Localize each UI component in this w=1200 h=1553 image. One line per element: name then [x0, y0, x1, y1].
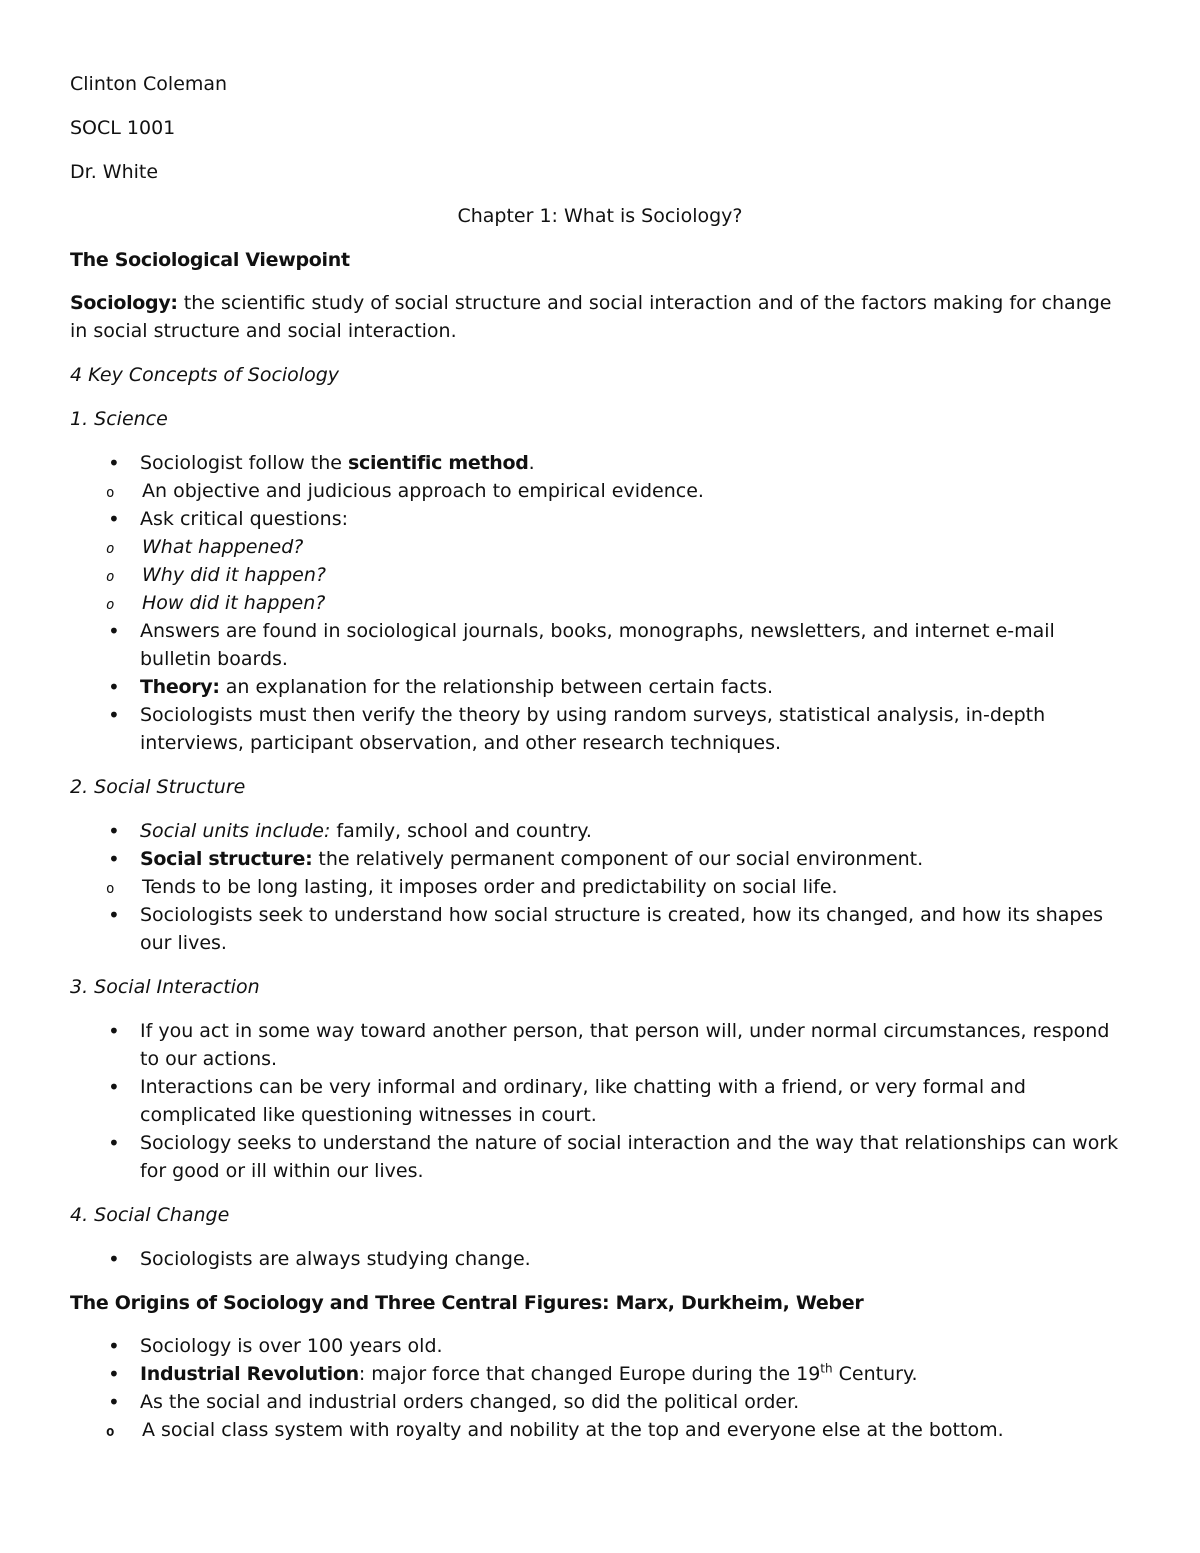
list-item: • Sociology seeks to understand the nature of social interaction and the way that relationships can work for good or ill within our lives. — [70, 1129, 1130, 1185]
concept-heading-social-interaction: 3. Social Interaction — [70, 976, 260, 998]
concept-heading-social-change: 4. Social Change — [70, 1204, 230, 1226]
list-item: • If you act in some way toward another person, that person will, under normal circumstances, respond to our actions. — [70, 1017, 1130, 1073]
origins-bullet-list — [70, 1332, 1130, 1444]
list-item: o What happened? — [70, 533, 1130, 561]
list-item: o An objective and judicious approach to empirical evidence. — [70, 477, 1130, 505]
list-item — [70, 1360, 1130, 1388]
list-item: o How did it happen? — [70, 589, 1130, 617]
interaction-bullet-list — [70, 1017, 1130, 1185]
bullet-text: As the social and industrial orders changed, so did the political order. — [140, 1391, 800, 1413]
list-item: o Why did it happen? — [70, 561, 1130, 589]
bullet-text: : major force that changed Europe during the 19 — [358, 1363, 821, 1385]
sub-bullet-list — [70, 873, 1130, 901]
list-item: • Sociologists seek to understand how social structure is created, how its changed, and how its shapes our lives. — [70, 901, 1130, 957]
list-item: • Answers are found in sociological journals, books, monographs, newsletters, and internet e-mail bulletin boards. — [70, 617, 1130, 673]
concept-heading-social-structure: 2. Social Structure — [70, 776, 246, 798]
bullet-text: an explanation for the relationship between certain facts. — [219, 676, 774, 698]
bullet-italic-text: Social units include: — [140, 820, 331, 842]
bullet-text: Century. — [832, 1363, 918, 1385]
sociology-definition — [70, 289, 1130, 345]
list-item — [70, 1388, 1130, 1444]
course-code: SOCL 1001 — [70, 117, 176, 139]
bullet-text: . — [528, 452, 535, 474]
list-item: • Sociologists are always studying change. — [70, 1245, 1130, 1273]
list-item: • Interactions can be very informal and ordinary, like chatting with a friend, or very formal and complicated like questioning witnesses in court. — [70, 1073, 1130, 1129]
author-name: Clinton Coleman — [70, 73, 228, 95]
section-heading-origins: The Origins of Sociology and Three Central Figures: Marx, Durkheim, Weber — [70, 1292, 864, 1314]
concepts-heading: 4 Key Concepts of Sociology — [70, 364, 339, 386]
bullet-text: the relatively permanent component of our social environment. — [312, 848, 924, 870]
sub-bullet-list — [70, 477, 1130, 505]
list-item — [70, 449, 1130, 505]
bullet-text: Sociologist follow the — [140, 452, 348, 474]
concept-heading-science: 1. Science — [70, 408, 168, 430]
section-heading-sociological-viewpoint: The Sociological Viewpoint — [70, 249, 350, 271]
document-title: Chapter 1: What is Sociology? — [457, 205, 743, 227]
bullet-text: Ask critical questions: — [140, 508, 348, 530]
definition-text: the scientific study of social structure and social interaction and of the factors making for change in social structure and social interaction. — [70, 292, 1112, 342]
scientific-method-term: scientific method — [347, 452, 529, 474]
instructor-name: Dr. White — [70, 161, 159, 183]
bullet-text: family, school and country. — [330, 820, 592, 842]
superscript: th — [820, 1361, 833, 1376]
list-item: • Sociology is over 100 years old. — [70, 1332, 1130, 1360]
theory-term: Theory: — [140, 676, 220, 698]
list-item: o Tends to be long lasting, it imposes order and predictability on social life. — [70, 873, 1130, 901]
list-item — [70, 673, 1130, 701]
science-bullet-list — [70, 449, 1130, 757]
structure-bullet-list — [70, 817, 1130, 957]
sub-bullet-list — [70, 1416, 1130, 1444]
list-item: • Sociologists must then verify the theory by using random surveys, statistical analysis, in-depth interviews, participant observation, and other research techniques. — [70, 701, 1130, 757]
sub-bullet-list — [70, 533, 1130, 617]
document-page — [70, 70, 1130, 1460]
list-item — [70, 817, 1130, 845]
list-item — [70, 845, 1130, 901]
industrial-revolution-term: Industrial Revolution — [140, 1363, 359, 1385]
list-item — [70, 505, 1130, 617]
definition-term: Sociology: — [70, 292, 178, 314]
change-bullet-list — [70, 1245, 1130, 1273]
list-item: o A social class system with royalty and nobility at the top and everyone else at the bottom. — [70, 1416, 1130, 1444]
social-structure-term: Social structure: — [140, 848, 313, 870]
